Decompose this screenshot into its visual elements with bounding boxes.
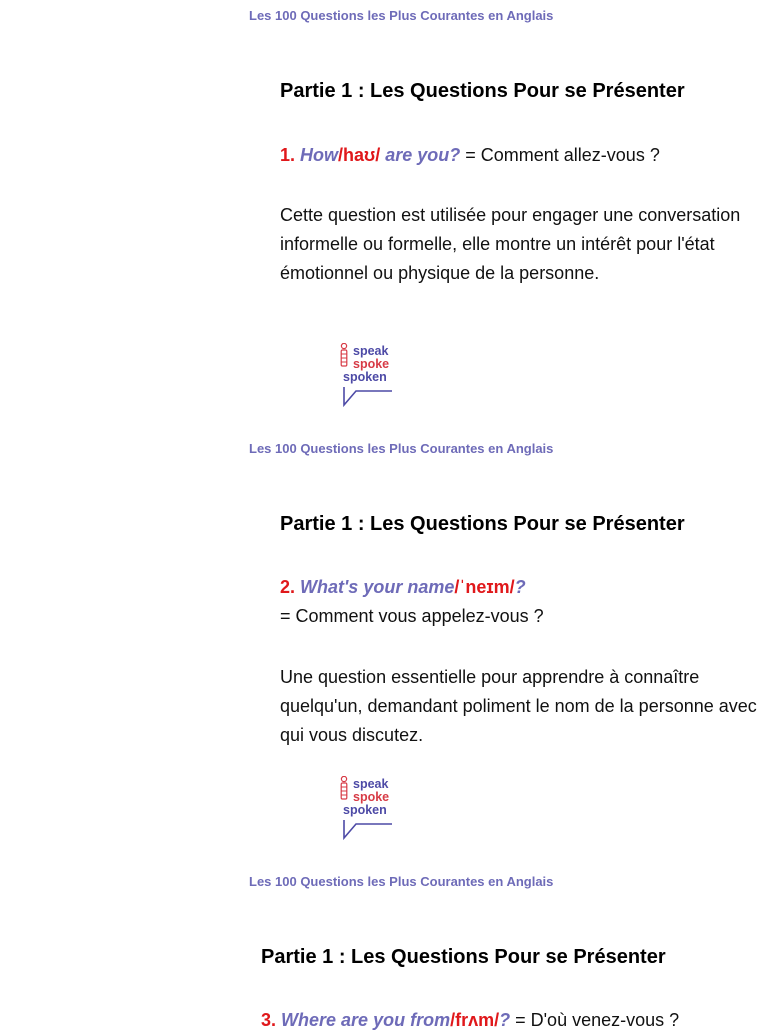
logo-word-spoke: spoke [353,790,390,804]
question-3 [261,1010,679,1031]
question-english: Where are you from [281,1010,451,1030]
question-english-rest: are you? [380,145,461,165]
page-header-1: Les 100 Questions les Plus Courantes en Anglais [249,8,554,23]
question-english-rest: ? [514,577,526,597]
page-header-3: Les 100 Questions les Plus Courantes en Anglais [249,874,554,889]
question-2 [280,577,526,598]
logo-word-spoke: spoke [353,357,390,371]
question-translation: = D'où venez-vous ? [510,1010,680,1030]
question-phonetic: /ˈneɪm/ [454,577,515,597]
question-english: What's your name [300,577,455,597]
logo-word-spoken: spoken [343,803,387,817]
question-explanation-1: Cette question est utilisée pour engager une conversation informelle ou formelle, elle montre un intérêt pour l'état émotionnel ou physique de la personne. [280,205,741,283]
question-explanation-2: Une question essentielle pour apprendre à connaître quelqu'un, demandant poliment le nom de la personne avec qui vous discutez. [280,667,757,745]
speak-spoke-spoken-logo [338,343,400,409]
question-phonetic: /frʌm/ [450,1010,500,1030]
question-phonetic: /haʊ/ [338,145,381,165]
speak-spoke-spoken-logo [338,776,400,842]
logo-word-speak: speak [353,344,389,358]
question-translation-2: = Comment vous appelez-vous ? [280,606,544,626]
question-number: 3. [261,1010,277,1030]
question-1 [280,145,660,166]
question-translation: = Comment allez-vous ? [460,145,660,165]
question-number: 1. [280,145,296,165]
question-number: 2. [280,577,296,597]
page-header-2: Les 100 Questions les Plus Courantes en Anglais [249,441,554,456]
speech-bubble-icon [342,385,398,407]
section-title-1: Partie 1 : Les Questions Pour se Présenter [280,80,685,102]
section-title-3: Partie 1 : Les Questions Pour se Présenter [261,946,666,968]
speech-bubble-icon [342,818,398,840]
logo-word-speak: speak [353,777,389,791]
question-english: How [300,145,339,165]
question-english-rest: ? [499,1010,511,1030]
section-title-2: Partie 1 : Les Questions Pour se Présenter [280,513,685,535]
logo-word-spoken: spoken [343,370,387,384]
